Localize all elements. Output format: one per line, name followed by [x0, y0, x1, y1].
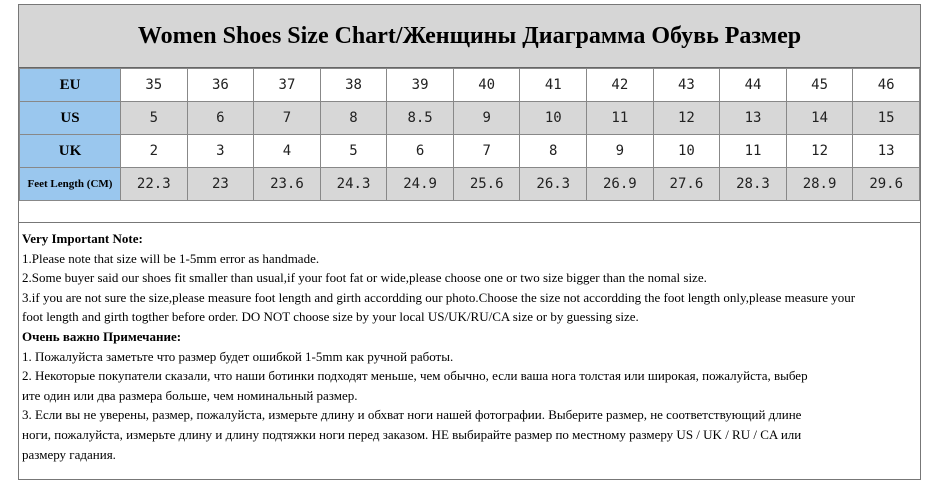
feet-length-cell: 26.9 — [587, 168, 654, 201]
us-cell: 8.5 — [387, 102, 454, 135]
uk-cell: 10 — [653, 135, 720, 168]
uk-cell: 9 — [587, 135, 654, 168]
russian-note-3-line-2: ноги, пожалуйста, измерьте длину и длину подтяжки ноги перед заказом. НЕ выбирайте размер по местному размеру US / UK / RU / CA или — [22, 426, 802, 442]
russian-note-2-line-2: ите один или два размера больше, чем номинальный размер. — [22, 387, 358, 403]
feet-length-cell: 24.3 — [320, 168, 387, 201]
feet-length-cell: 28.9 — [786, 168, 853, 201]
uk-cell: 3 — [187, 135, 254, 168]
us-cell: 9 — [453, 102, 520, 135]
uk-cell: 2 — [121, 135, 188, 168]
english-note-heading: Very Important Note: — [22, 231, 143, 246]
row-label-uk: UK — [20, 135, 121, 168]
table-row-us — [20, 102, 920, 135]
eu-cell: 46 — [853, 69, 920, 102]
russian-note-3-line-1: 3. Если вы не уверены, размер, пожалуйста, измерьте длину и обхват ноги нашей фотографии. Выберите размер, не соответствующий длине — [22, 407, 802, 423]
feet-length-cell: 23.6 — [254, 168, 321, 201]
eu-cell: 43 — [653, 69, 720, 102]
feet-length-cell: 24.9 — [387, 168, 454, 201]
feet-length-cell: 27.6 — [653, 168, 720, 201]
notes-section — [19, 222, 920, 479]
english-note-1: 1.Please note that size will be 1-5mm error as handmade. — [22, 250, 320, 266]
us-cell: 13 — [720, 102, 787, 135]
table-row-uk — [20, 135, 920, 168]
uk-cell: 13 — [853, 135, 920, 168]
size-chart-frame — [18, 4, 921, 480]
eu-cell: 42 — [587, 69, 654, 102]
size-table — [19, 68, 920, 201]
eu-cell: 37 — [254, 69, 321, 102]
us-cell: 15 — [853, 102, 920, 135]
russian-note-1: 1. Пожалуйста заметьте что размер будет ошибкой 1-5mm как ручной работы. — [22, 348, 454, 364]
english-note-3-line-2: foot length and girth togther before order. DO NOT choose size by your local US/UK/RU/CA size or by guessing size. — [22, 309, 639, 325]
us-cell: 8 — [320, 102, 387, 135]
us-cell: 12 — [653, 102, 720, 135]
uk-cell: 6 — [387, 135, 454, 168]
row-label-eu: EU — [20, 69, 121, 102]
row-label-us: US — [20, 102, 121, 135]
eu-cell: 35 — [121, 69, 188, 102]
eu-cell: 44 — [720, 69, 787, 102]
feet-length-cell: 28.3 — [720, 168, 787, 201]
us-cell: 6 — [187, 102, 254, 135]
english-note-3-line-1: 3.if you are not sure the size,please measure foot length and girth accordding our photo.Choose the size not accordding the foot length only,please measure your — [22, 289, 856, 305]
feet-length-cell: 25.6 — [453, 168, 520, 201]
feet-length-cell: 29.6 — [853, 168, 920, 201]
chart-title: Women Shoes Size Chart/Женщины Диаграмма Обувь Размер — [19, 5, 920, 68]
feet-length-cell: 22.3 — [121, 168, 188, 201]
russian-note-2-line-1: 2. Некоторые покупатели сказали, что наши ботинки подходят меньше, чем обычно, если ваша нога толстая или широкая, пожалуйста, выбер — [22, 368, 808, 384]
feet-length-cell: 26.3 — [520, 168, 587, 201]
feet-length-cell: 23 — [187, 168, 254, 201]
table-row-eu — [20, 69, 920, 102]
table-row-feet-length — [20, 168, 920, 201]
us-cell: 14 — [786, 102, 853, 135]
uk-cell: 5 — [320, 135, 387, 168]
uk-cell: 4 — [254, 135, 321, 168]
eu-cell: 38 — [320, 69, 387, 102]
eu-cell: 40 — [453, 69, 520, 102]
eu-cell: 45 — [786, 69, 853, 102]
russian-note-heading: Очень важно Примечание: — [22, 328, 182, 344]
uk-cell: 11 — [720, 135, 787, 168]
english-note-2: 2.Some buyer said our shoes fit smaller than usual,if your foot fat or wide,please choose one or two size bigger than the nomal size. — [22, 270, 707, 286]
row-label-feet-length: Feet Length (CM) — [20, 168, 121, 201]
uk-cell: 12 — [786, 135, 853, 168]
russian-note-3-line-3: размеру гадания. — [22, 446, 116, 462]
us-cell: 5 — [121, 102, 188, 135]
uk-cell: 8 — [520, 135, 587, 168]
uk-cell: 7 — [453, 135, 520, 168]
us-cell: 7 — [254, 102, 321, 135]
eu-cell: 41 — [520, 69, 587, 102]
us-cell: 10 — [520, 102, 587, 135]
eu-cell: 39 — [387, 69, 454, 102]
eu-cell: 36 — [187, 69, 254, 102]
us-cell: 11 — [587, 102, 654, 135]
